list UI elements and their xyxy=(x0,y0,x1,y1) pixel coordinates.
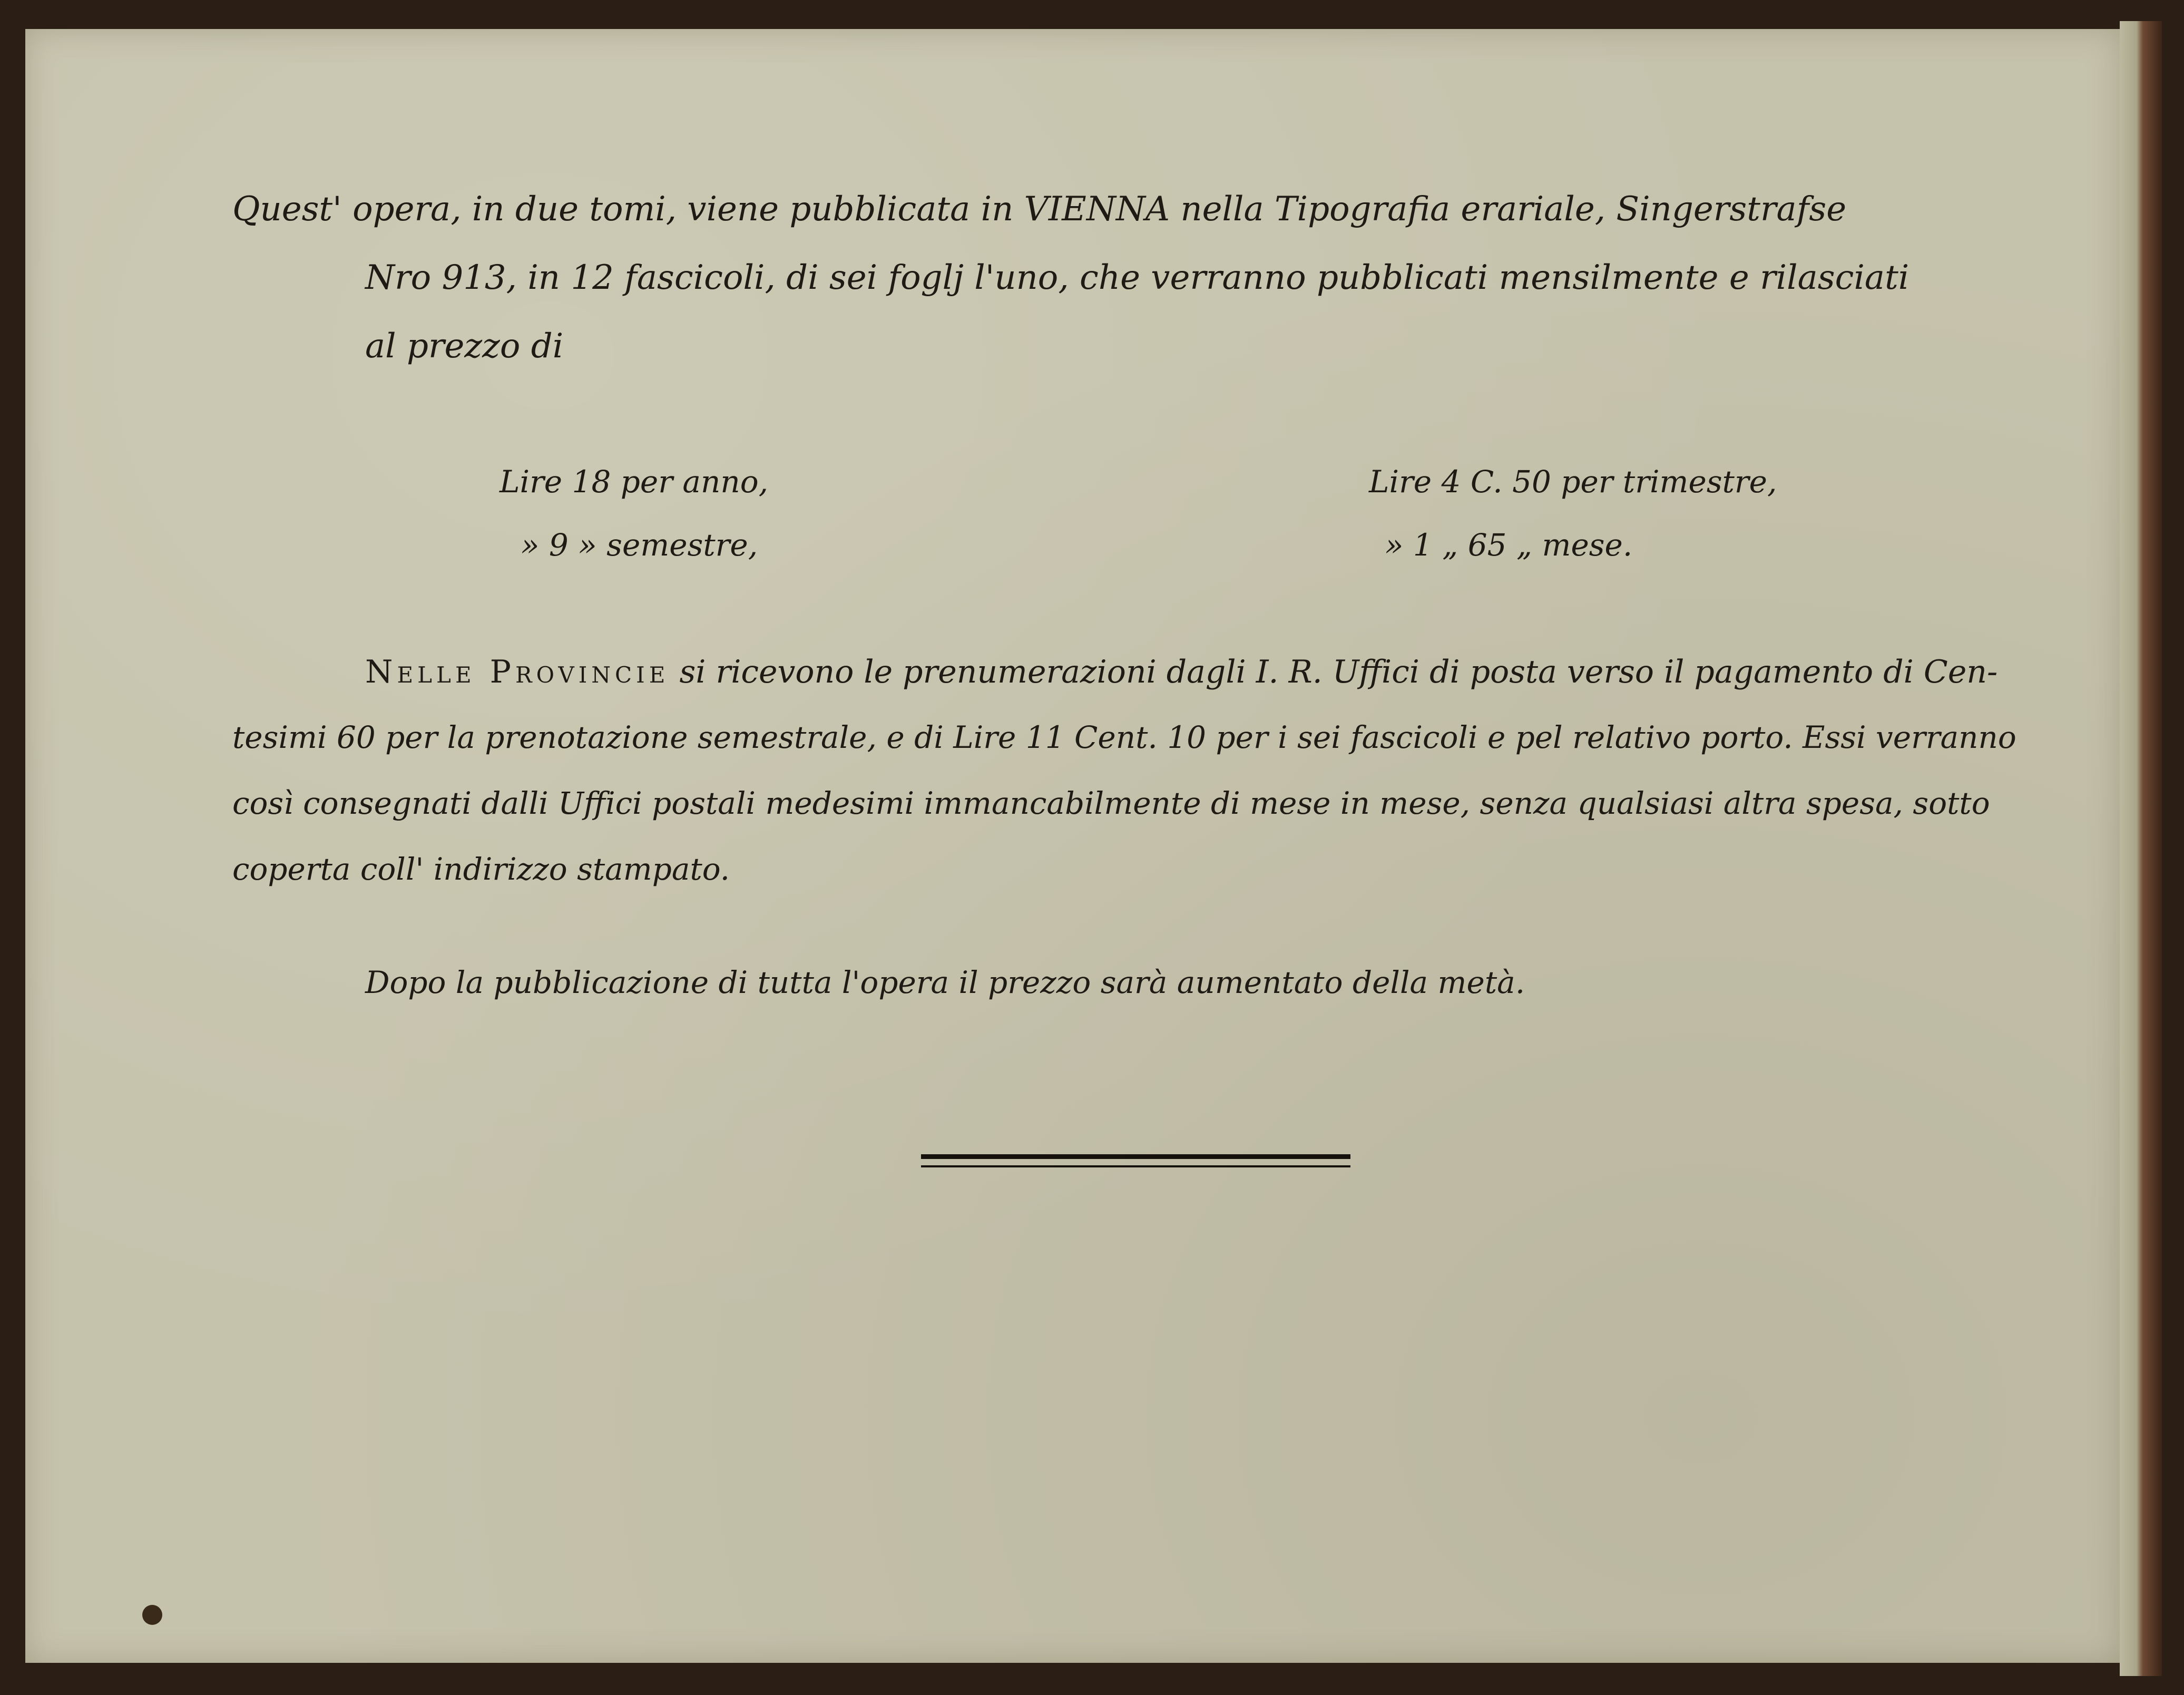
provinces-heading: Nelle Provincie xyxy=(365,654,670,690)
intro-line-1: Quest' opera, in due tomi, viene pubblicata in VIENNA nella Tipografia erariale, Singerstrafse xyxy=(232,190,1847,229)
intro-line-2: Nro 913, in 12 fascicoli, di sei foglj l'uno, che verranno pubblicati mensilmente e rilasciati xyxy=(365,258,1909,297)
binding-hole xyxy=(142,1605,162,1625)
document-page xyxy=(25,29,2120,1663)
price-semester: » 9 » semestre, xyxy=(521,527,758,563)
price-quarter: Lire 4 C. 50 per trimestre, xyxy=(1369,464,1777,500)
provinces-line-2: tesimi 60 per la prenotazione semestrale, e di Lire 11 Cent. 10 per i sei fascicoli e pel relativo porto. Essi verranno xyxy=(232,719,2016,755)
provinces-line-4: coperta coll' indirizzo stampato. xyxy=(232,851,730,887)
provinces-line-3: così consegnati dalli Uffici postali medesimi immancabilmente di mese in mese, senza qualsiasi altra spesa, sotto xyxy=(232,785,1990,821)
separator-rule-thick xyxy=(921,1154,1350,1159)
provinces-line-1-text: si ricevono le prenumerazioni dagli I. R. Uffici di posta verso il pagamento di Cen- xyxy=(679,654,1998,690)
price-month: » 1 „ 65 „ mese. xyxy=(1385,527,1633,563)
price-annual: Lire 18 per anno, xyxy=(500,464,769,500)
closing-note: Dopo la pubblicazione di tutta l'opera il prezzo sarà aumentato della metà. xyxy=(365,965,1525,1000)
separator-rule-thin xyxy=(921,1165,1350,1167)
book-spine-edge xyxy=(2120,21,2162,1676)
provinces-line-1 xyxy=(365,656,1997,688)
intro-line-3: al prezzo di xyxy=(365,327,564,366)
